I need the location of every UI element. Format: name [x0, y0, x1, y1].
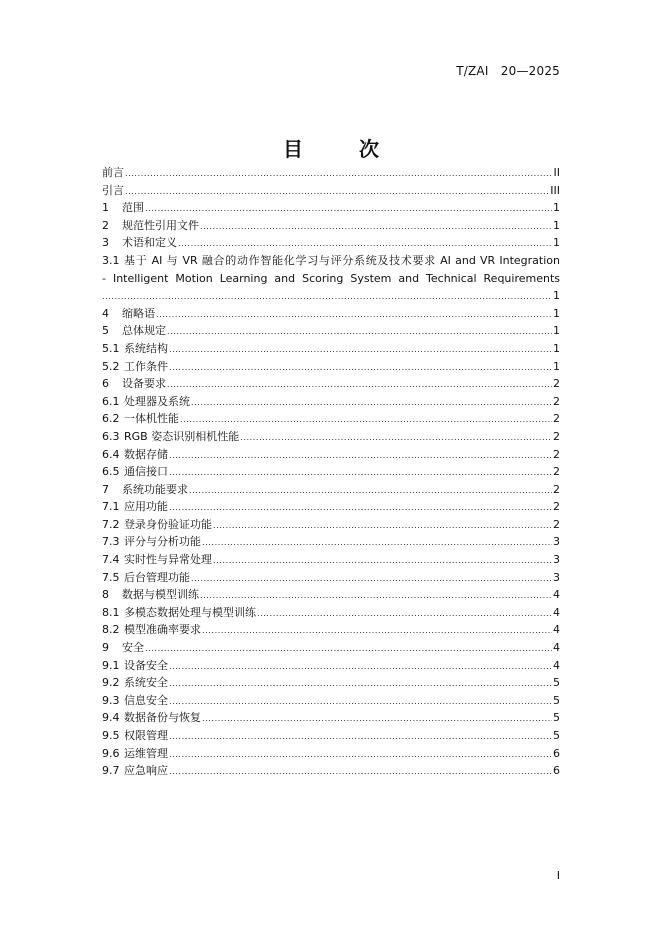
toc-entry-page: 2 — [553, 447, 560, 461]
toc-entry-number: 7.2 — [102, 517, 120, 531]
toc-entry-number: 7.5 — [102, 570, 120, 584]
toc-entry-label: 应用功能 — [124, 500, 168, 514]
toc-entry[interactable] — [102, 393, 560, 411]
toc-entry[interactable] — [102, 252, 560, 270]
toc-entry-page: III — [550, 183, 560, 197]
toc-entry-page: 6 — [553, 764, 560, 778]
toc-entry-label: 数据存储 — [124, 447, 168, 461]
toc-entry-label: 实时性与异常处理 — [124, 553, 212, 567]
toc-entry-page: 6 — [553, 746, 560, 760]
toc-entry-number: 5.2 — [102, 359, 120, 373]
toc-entry-page: 2 — [553, 429, 560, 443]
toc-entry-label: 处理器及系统 — [124, 394, 190, 408]
toc-entry-number: 5 — [102, 324, 109, 338]
toc-entry-number: 8.1 — [102, 605, 120, 619]
toc-entry-number: 9 — [102, 641, 109, 655]
toc-entry-number: 3 — [102, 236, 109, 250]
toc-leader-dots — [169, 658, 552, 676]
toc-entry[interactable] — [102, 322, 560, 340]
toc-entry[interactable] — [102, 692, 560, 710]
toc-entry-page: 5 — [553, 676, 560, 690]
toc-leader-dots — [189, 482, 552, 500]
toc-leader-dots — [169, 447, 552, 465]
toc-entry[interactable] — [102, 657, 560, 675]
toc-entry[interactable] — [102, 516, 560, 534]
toc-leader-dots — [169, 341, 552, 359]
toc-entry-label: 系统功能要求 — [122, 482, 188, 496]
toc-leader-dots — [178, 235, 552, 253]
toc-entry[interactable] — [102, 621, 560, 639]
toc-entry[interactable] — [102, 762, 560, 780]
toc-leader-dots — [169, 499, 552, 517]
toc-entry-number: 5.1 — [102, 341, 120, 355]
toc-entry-label: 术语和定义 — [122, 236, 177, 250]
toc-entry[interactable] — [102, 463, 560, 481]
toc-entry-label: 评分与分析功能 — [124, 535, 201, 549]
toc-entry[interactable] — [102, 164, 560, 182]
toc-leader-dots — [169, 675, 552, 693]
toc-entry-label: 规范性引用文件 — [122, 218, 199, 232]
toc-leader-dots — [213, 517, 552, 535]
toc-leader-dots — [167, 323, 552, 341]
toc-entry-number: 2 — [102, 218, 109, 232]
toc-entry[interactable] — [102, 639, 560, 657]
toc-title: 目 次 — [283, 137, 397, 161]
toc-leader-dots — [125, 183, 549, 201]
toc-entry-label: 系统安全 — [124, 676, 168, 690]
toc-entry[interactable] — [102, 410, 560, 428]
toc-entry-number: 7.4 — [102, 553, 120, 567]
toc-entry-label: 数据备份与恢复 — [124, 711, 201, 725]
toc-entry-label: 安全 — [122, 641, 144, 655]
toc-entry-label: 工作条件 — [124, 359, 168, 373]
toc-entry-label: 系统结构 — [124, 341, 168, 355]
toc-leader-dots — [167, 376, 552, 394]
toc-entry-page: 4 — [553, 588, 560, 602]
toc-entry-label: 引言 — [102, 183, 124, 197]
toc-entry-label: 设备要求 — [122, 377, 166, 391]
toc-leader-dots — [240, 429, 552, 447]
toc-entry-label: 总体规定 — [122, 324, 166, 338]
toc-entry-number: 9.4 — [102, 711, 120, 725]
document-code: T/ZAI 20—2025 — [456, 64, 560, 78]
toc-entry[interactable] — [102, 481, 560, 499]
toc-leader-dots — [213, 552, 552, 570]
toc-leader-dots — [169, 763, 552, 781]
toc-entry-page: 1 — [553, 289, 560, 303]
toc-entry-label: 设备安全 — [124, 658, 168, 672]
toc-leader-dots — [169, 693, 552, 711]
toc-entry-page: 5 — [553, 729, 560, 742]
toc-entry-page: 1 — [553, 201, 560, 215]
page-number: I — [556, 869, 560, 882]
toc-entry-number: 9.1 — [102, 658, 120, 672]
toc-entry-label: 缩略语 — [122, 306, 155, 320]
toc-entry-label: RGB 姿态识别相机性能 — [124, 429, 240, 443]
toc-leader-dots — [200, 218, 552, 236]
toc-entry-page: 1 — [553, 324, 560, 338]
toc-entry-number: 6.5 — [102, 465, 120, 479]
toc-leader-dots — [200, 587, 552, 605]
toc-entry-page: 2 — [553, 412, 560, 426]
toc-entry-label: 运维管理 — [124, 746, 168, 760]
toc-entry-number: 3.1 — [102, 253, 120, 267]
toc-entry-page: 2 — [553, 394, 560, 408]
toc-leader-dots — [169, 728, 552, 746]
toc-entry[interactable] — [102, 551, 560, 569]
toc-entry-number: 6.3 — [102, 429, 120, 443]
toc-leader-dots — [156, 306, 552, 324]
toc-entry-page: 1 — [553, 359, 560, 373]
toc-entry-page: 5 — [553, 693, 560, 707]
toc-entry[interactable] — [102, 745, 560, 763]
toc-entry-label: 后台管理功能 — [124, 570, 190, 584]
toc-entry-label: 登录身份验证功能 — [124, 517, 212, 531]
toc-leader-dots — [191, 570, 552, 588]
toc-leader-dots — [125, 165, 553, 183]
toc-entry[interactable] — [102, 428, 560, 446]
toc-entry[interactable] — [102, 674, 560, 692]
toc-entry[interactable] — [102, 305, 560, 323]
toc-entry-page: 2 — [553, 482, 560, 496]
toc-entry[interactable] — [102, 199, 560, 217]
toc-entry-number: 1 — [102, 201, 109, 215]
toc-entry-leader[interactable] — [102, 287, 560, 305]
toc-entry-page: 2 — [553, 500, 560, 514]
toc-leader-dots — [145, 640, 552, 658]
toc-entry[interactable] — [102, 358, 560, 376]
toc-entry-page: 3 — [553, 570, 560, 584]
toc-leader-dots — [180, 411, 552, 429]
toc-leader-dots — [191, 394, 552, 412]
toc-entry-page: 2 — [553, 465, 560, 479]
toc-leader-dots — [169, 464, 552, 482]
toc-entry[interactable] — [102, 217, 560, 235]
toc-entry-page: 4 — [553, 641, 560, 655]
toc-entry[interactable] — [102, 375, 560, 393]
toc-entry-number: 8 — [102, 588, 109, 602]
toc-entry-page: 1 — [553, 236, 560, 250]
toc-entry-label: 模型准确率要求 — [124, 623, 201, 637]
toc-entry-label-continuation: - Intelligent Motion Learning and Scoring System and Technical Requirements — [102, 271, 560, 285]
toc-entry-label: 多模态数据处理与模型训练 — [124, 605, 256, 619]
toc-entry-number: 6.1 — [102, 394, 120, 408]
toc-entry-page: 4 — [553, 623, 560, 637]
toc-entry[interactable] — [102, 604, 560, 622]
toc-entry-label: 数据与模型训练 — [122, 588, 199, 602]
toc-entry[interactable] — [102, 234, 560, 252]
toc-entry-page: 2 — [553, 377, 560, 391]
toc-entry[interactable] — [102, 569, 560, 587]
toc-entry-label: 权限管理 — [124, 729, 168, 742]
toc-entry-number: 6.2 — [102, 412, 120, 426]
toc-leader-dots — [202, 710, 552, 728]
toc-entry-number: 9.6 — [102, 746, 120, 760]
toc-entry-number: 6 — [102, 377, 109, 391]
toc-entry-label: 应急响应 — [124, 764, 168, 778]
toc-entry-page: 4 — [553, 605, 560, 619]
toc-entry-page: 4 — [553, 658, 560, 672]
toc-entry-page: 1 — [553, 306, 560, 320]
toc-entry-page: 3 — [553, 553, 560, 567]
toc-entry-number: 9.5 — [102, 729, 120, 742]
toc-entry-number: 9.2 — [102, 676, 120, 690]
toc-entry-number: 6.4 — [102, 447, 120, 461]
toc-entry-number: 9.7 — [102, 764, 120, 778]
toc-entry-page: 5 — [553, 711, 560, 725]
toc-entry-number: 4 — [102, 306, 109, 320]
toc-entry-continuation[interactable] — [102, 270, 560, 288]
toc-leader-dots — [169, 359, 552, 377]
toc-entry[interactable] — [102, 727, 560, 745]
toc-entry-page: 1 — [553, 218, 560, 232]
toc-entry-number: 7.3 — [102, 535, 120, 549]
toc-leader-dots — [202, 534, 552, 552]
toc-entry-page: II — [553, 166, 560, 179]
toc-leader-dots — [257, 605, 552, 623]
toc-entry-page: 1 — [553, 341, 560, 355]
toc-entry-label: 信息安全 — [124, 693, 168, 707]
toc-leader-dots — [169, 746, 552, 764]
toc-entry[interactable] — [102, 446, 560, 464]
toc-entry-number: 9.3 — [102, 693, 120, 707]
toc-entry[interactable] — [102, 709, 560, 727]
toc-entry-number: 8.2 — [102, 623, 120, 637]
toc-leader-dots — [202, 622, 552, 640]
table-of-contents — [102, 164, 560, 780]
toc-entry-number: 7.1 — [102, 500, 120, 514]
toc-entry-number: 7 — [102, 482, 109, 496]
toc-entry-label: 范围 — [122, 201, 144, 215]
toc-entry-label: 一体机性能 — [124, 412, 179, 426]
toc-entry[interactable] — [102, 533, 560, 551]
toc-entry[interactable] — [102, 340, 560, 358]
toc-entry[interactable] — [102, 586, 560, 604]
toc-entry-page: 3 — [553, 535, 560, 549]
toc-leader-dots — [102, 288, 552, 306]
toc-entry-label: 通信接口 — [124, 465, 168, 479]
toc-entry-label: 基于 AI 与 VR 融合的动作智能化学习与评分系统及技术要求 AI and VR Integration — [124, 253, 560, 267]
toc-entry-page: 2 — [553, 517, 560, 531]
toc-leader-dots — [145, 200, 552, 218]
toc-entry[interactable] — [102, 182, 560, 200]
toc-entry-label: 前言 — [102, 166, 124, 179]
toc-entry[interactable] — [102, 498, 560, 516]
